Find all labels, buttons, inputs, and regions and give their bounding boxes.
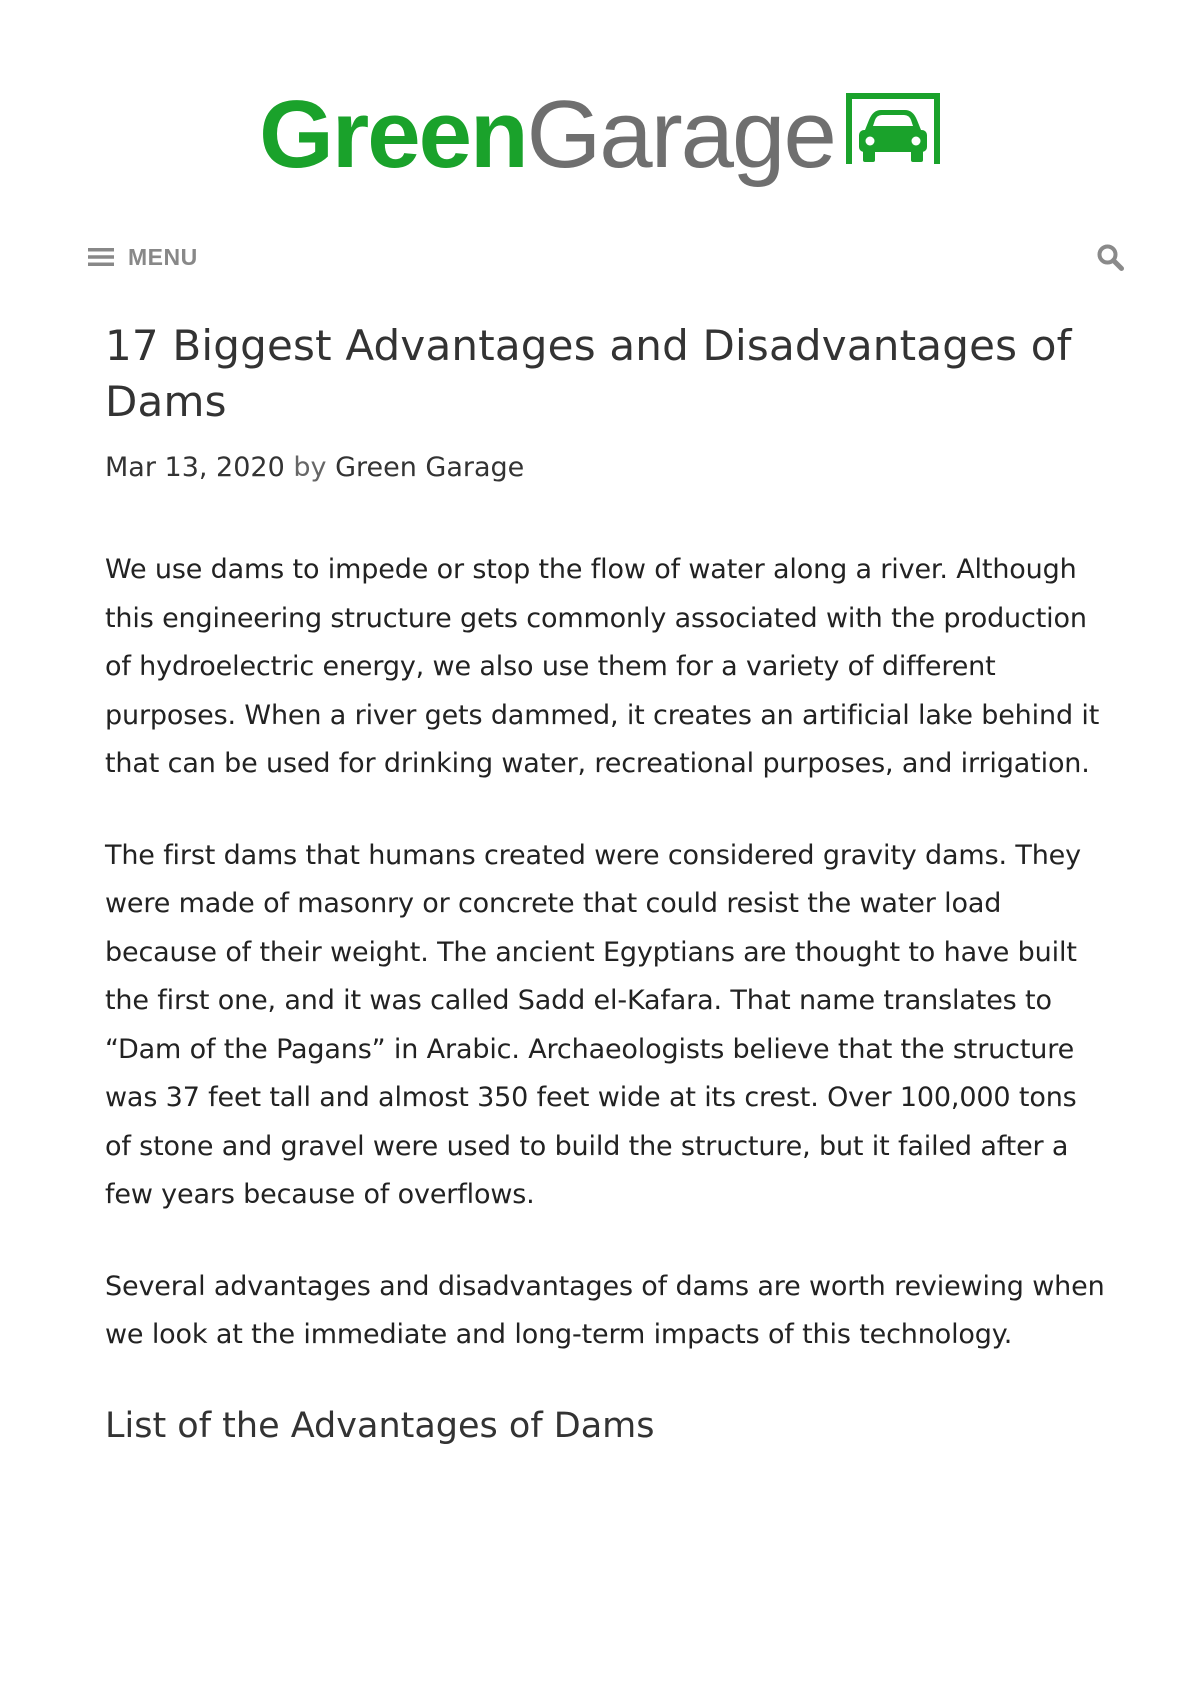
article-meta	[105, 450, 1105, 486]
hamburger-icon	[88, 247, 114, 267]
byline-label: by	[293, 452, 327, 483]
article-paragraph: We use dams to impede or stop the flow of water along a river. Although this engineering structure gets commonly associated with the production of hydroelectric energy, we also use them for a variety of different purposes. When a river gets dammed, it creates an artificial lake behind it that can be used for drinking water, recreational purposes, and irrigation.	[105, 554, 1100, 779]
main-navigation	[88, 240, 1124, 274]
logo-text-gray: Garage	[526, 81, 835, 188]
logo-text-green: Green	[259, 81, 527, 188]
site-header	[0, 80, 1200, 190]
article-title: 17 Biggest Advantages and Disadvantages of Dams	[105, 321, 1072, 426]
car-garage-icon	[845, 90, 941, 170]
menu-button[interactable]	[88, 244, 198, 271]
article	[105, 318, 1105, 1449]
search-icon[interactable]	[1096, 243, 1124, 271]
author-link[interactable]: Green Garage	[335, 452, 525, 483]
article-paragraph: Several advantages and disadvantages of dams are worth reviewing when we look at the immediate and long-term impacts of this technology.	[105, 1270, 1105, 1350]
article-content	[105, 546, 1105, 1449]
section-heading: List of the Advantages of Dams	[105, 1405, 655, 1446]
article-paragraph: The first dams that humans created were considered gravity dams. They were made of masonry or concrete that could resist the water load because of their weight. The ancient Egyptians are thought to have built the first one, and it was called Sadd el-Kafara. That name translates to “Dam of the Pagans” in Arabic. Archaeologists believe that the structure was 37 feet tall and almost 350 feet wide at its crest. Over 100,000 tons of stone and gravel were used to build the structure, but it failed after a few years because of overflows.	[105, 839, 1081, 1210]
article-date: Mar 13, 2020	[105, 452, 285, 483]
site-logo[interactable]	[259, 81, 941, 188]
menu-label: MENU	[128, 243, 198, 270]
